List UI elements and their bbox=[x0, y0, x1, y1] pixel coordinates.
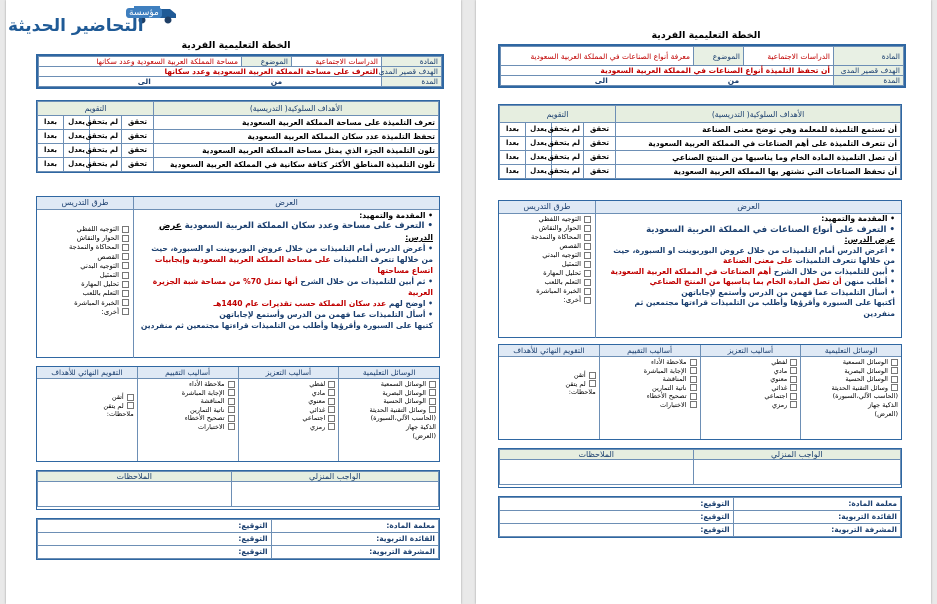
objective-item: تلون التلميذة الجزء الذي يمثل مساحة المملكة العربية السعودية bbox=[154, 144, 439, 158]
objective-item: أن تتعرف التلميذة على أهم الصناعات في المملكة العربية السعودية bbox=[616, 137, 901, 151]
short-goal-value: التعرف على مساحة المملكة العربية السعودية وعدد سكانها bbox=[39, 67, 382, 77]
objectives-header: الأهداف السلوكية( التدريسية) bbox=[154, 102, 439, 116]
logo-institution: مؤسسة bbox=[126, 8, 162, 18]
aids-section: الوسائل التعليمية الوسائل السمعية الوسائل البصرية الوسائل الحسية وسائل التقنية الحديثة (الحاسب الآلي،السبورة) الذكية جهاز (العرض) أساليب التعزيز لفظي مادي معنوي غذائي اجتماعي رمزي أساليب التقييم ملاحظة الأداء الإجابة المباشرة المناقشة ناتية التمارين تصحيح الأخطاء الاختبارات التقويم النهائي للأهداف أتقن لم يتقن ملاحظات: bbox=[498, 344, 902, 440]
from-label: من bbox=[727, 76, 740, 85]
objective-item: أن تستمع التلميذة للمعلمة وهي توضح معنى الصناعة bbox=[616, 123, 901, 137]
objective-item: تعرف التلميذة على مساحة المملكة العربية السعودية bbox=[154, 116, 439, 130]
display-content: • المقدمة والتمهيد: • التعرف على مساحة وعدد سكان المملكة العربية السعودية عرض الدرس: • أعرض الدرس أمام التلميذات من خلال عروض البوربوينت او السبورة، حيث من خلالها تتعرف التلميذات على مساحة المملكة العربية السعودية وإيجابيات اتساع مساحتها • ثم أبين للتلميذات من خلال الشرح أنها تمثل 70% من مساحة شبة الجزيرة العربية • اوضح لهم عدد سكان المملكة حسب تقديرات عام 1440هـ • أسأل التلميذات عما فهمن من الدرس وأستمع لإجاباتهن كتبها على السبورة وأقرؤها وأطلب من التلميذات قراءتها مجتمعين ثم منفردين bbox=[140, 211, 433, 330]
topic-value: معرفة أنواع الصناعات في المملكة العربية السعودية bbox=[501, 47, 694, 66]
signatures-section: معلمة المادة: التوقيع: القائدة التربوية: التوقيع: المشرفة التربوية: التوقيع: bbox=[36, 518, 440, 560]
signatures-section: معلمة المادة: التوقيع: القائدة التربوية: التوقيع: المشرفة التربوية: التوقيع: bbox=[498, 496, 902, 538]
display-header: العرض bbox=[737, 202, 760, 211]
subject-value: الدراسات الاجتماعية bbox=[744, 47, 834, 66]
methods-header: طرق التدريس bbox=[37, 197, 134, 209]
left-page bbox=[6, 0, 461, 604]
header-table bbox=[498, 44, 906, 88]
objective-item: تحفظ التلميذة عدد سكان المملكة العربية السعودية bbox=[154, 130, 439, 144]
to-label: الى bbox=[137, 77, 151, 86]
objectives-header: الأهداف السلوكية( التدريسية) bbox=[616, 106, 901, 123]
teaching-methods-list: التوجيه اللفظي الحوار والنقاش المحاكاة والنمذجة القصص التوجيه البدني التمثيل تحليل المهارة التعلم باللعب الخبرة المباشرة أخرى: bbox=[37, 210, 134, 358]
methods-header: طرق التدريس bbox=[499, 201, 596, 213]
objectives-table: الأهداف السلوكية( التدريسية) التقويم تعرف التلميذة على مساحة المملكة العربية السعودية تحقق لم يتحقق يعدل بعدا تحفظ التلميذة عدد سكان المملكة العربية السعودية تحقق لم يتحقق يعدل بعدا تلون التلميذة الجزء الذي يمثل مساحة المملكة العربية السعودية تحقق لم يتحقق يعدل بعدا تلون التلميذة المناطق الأكثر كثافة سكانية في المملكة العربية السعودية تحقق لم يتحقق يعدل بعدا bbox=[36, 100, 440, 173]
short-goal-value: أن تحفظ التلميذة أنواع الصناعات في المملكة العربية السعودية bbox=[501, 66, 834, 76]
from-label: من bbox=[270, 77, 283, 86]
topic-value: مساحة المملكة العربية السعودية وعدد سكانها bbox=[39, 57, 242, 67]
logo bbox=[6, 0, 196, 42]
homework-label: الواجب المنزلي bbox=[231, 472, 439, 482]
teaching-methods-list: التوجيه اللفظي الحوار والنقاش المحاكاة والنمذجة القصص التوجيه البدني التمثيل تحليل المهارة التعلم باللعب الخبرة المباشرة أخرى: bbox=[499, 214, 596, 338]
objective-item: أن تصل التلميذة المادة الخام وما يناسبها من المنتج الصناعي bbox=[616, 151, 901, 165]
homework-section bbox=[498, 448, 902, 488]
to-label: الى bbox=[594, 76, 608, 85]
page-title: الخطة التعليمية الفردية bbox=[181, 40, 291, 51]
display-section bbox=[498, 200, 902, 338]
subject-label: المادة bbox=[834, 47, 904, 66]
display-header: العرض bbox=[275, 198, 298, 207]
assessment-header: التقويم bbox=[38, 102, 154, 116]
objective-item: تلون التلميذة المناطق الأكثر كثافة سكانية في المملكة العربية السعودية bbox=[154, 158, 439, 172]
display-section bbox=[36, 196, 440, 358]
homework-label: الواجب المنزلي bbox=[693, 450, 901, 460]
subject-value: الدراسات الاجتماعية bbox=[292, 57, 382, 67]
page-title: الخطة التعليمية الفردية bbox=[651, 30, 761, 41]
objectives-table: الأهداف السلوكية( التدريسية) التقويم أن تستمع التلميذة للمعلمة وهي توضح معنى الصناعة تحقق لم يتحقق يعدل بعدا أن تتعرف التلميذة على أهم الصناعات في المملكة العربية السعودية تحقق لم يتحقق يعدل بعدا أن تصل التلميذة المادة الخام وما يناسبها من المنتج الصناعي تحقق لم يتحقق يعدل بعدا أن تحفظ الصناعات التي تشتهر بها المملكة العربية السعودية تحقق لم يتحقق يعدل بعدا bbox=[498, 104, 902, 180]
duration-label: المدة bbox=[382, 77, 442, 87]
logo-brand: التحاضير الحديثة bbox=[8, 16, 144, 36]
aids-section: الوسائل التعليمية الوسائل السمعية الوسائل البصرية الوسائل الحسية وسائل التقنية الحديثة (الحاسب الآلي،السبورة) الذكية جهاز (العرض) أساليب التعزيز لفظي مادي معنوي غذائي اجتماعي رمزي أساليب التقييم ملاحظة الأداء الإجابة المباشرة المناقشة ناتية التمارين تصحيح الأخطاء الاختبارات التقويم النهائي للأهداف أتقن لم يتقن ملاحظات: bbox=[36, 366, 440, 462]
header-table bbox=[36, 54, 444, 89]
notes-label: الملاحظات bbox=[38, 472, 232, 482]
objective-item: أن تحفظ الصناعات التي تشتهر بها المملكة العربية السعودية bbox=[616, 165, 901, 179]
short-goal-label: الهدف قصير المدى bbox=[382, 67, 442, 77]
assessment-header: التقويم bbox=[500, 106, 616, 123]
display-content: • المقدمة والتمهيد: • التعرف على أنواع الصناعات في المملكة العربية السعودية عرض الدرس: • أعرض الدرس أمام التلميذات من خلال عروض البوربوينت او السبورة، حيث من خلالها تتعرف التلميذات على معنى الصناعة • أبين للتلميذات من خلال الشرح أهم الصناعات في المملكة العربية السعودية • أطلب منهن أن تصل المادة الخام بما يناسبها من المنتج الصناعي • أسأل التلميذات عما فهمن من الدرس وأستمع لإجاباتهن أكتبها على السبورة وأقرؤها وأطلب من التلميذات قراءتها مجتمعين ثم منفردين bbox=[610, 214, 895, 318]
short-goal-label: الهدف قصير المدى bbox=[834, 66, 904, 76]
notes-label: الملاحظات bbox=[500, 450, 694, 460]
topic-label: الموضوع bbox=[242, 57, 292, 67]
homework-section bbox=[36, 470, 440, 510]
duration-label: المدة bbox=[834, 76, 904, 86]
topic-label: الموضوع bbox=[694, 47, 744, 66]
subject-label: المادة bbox=[382, 57, 442, 67]
right-page bbox=[476, 0, 931, 604]
